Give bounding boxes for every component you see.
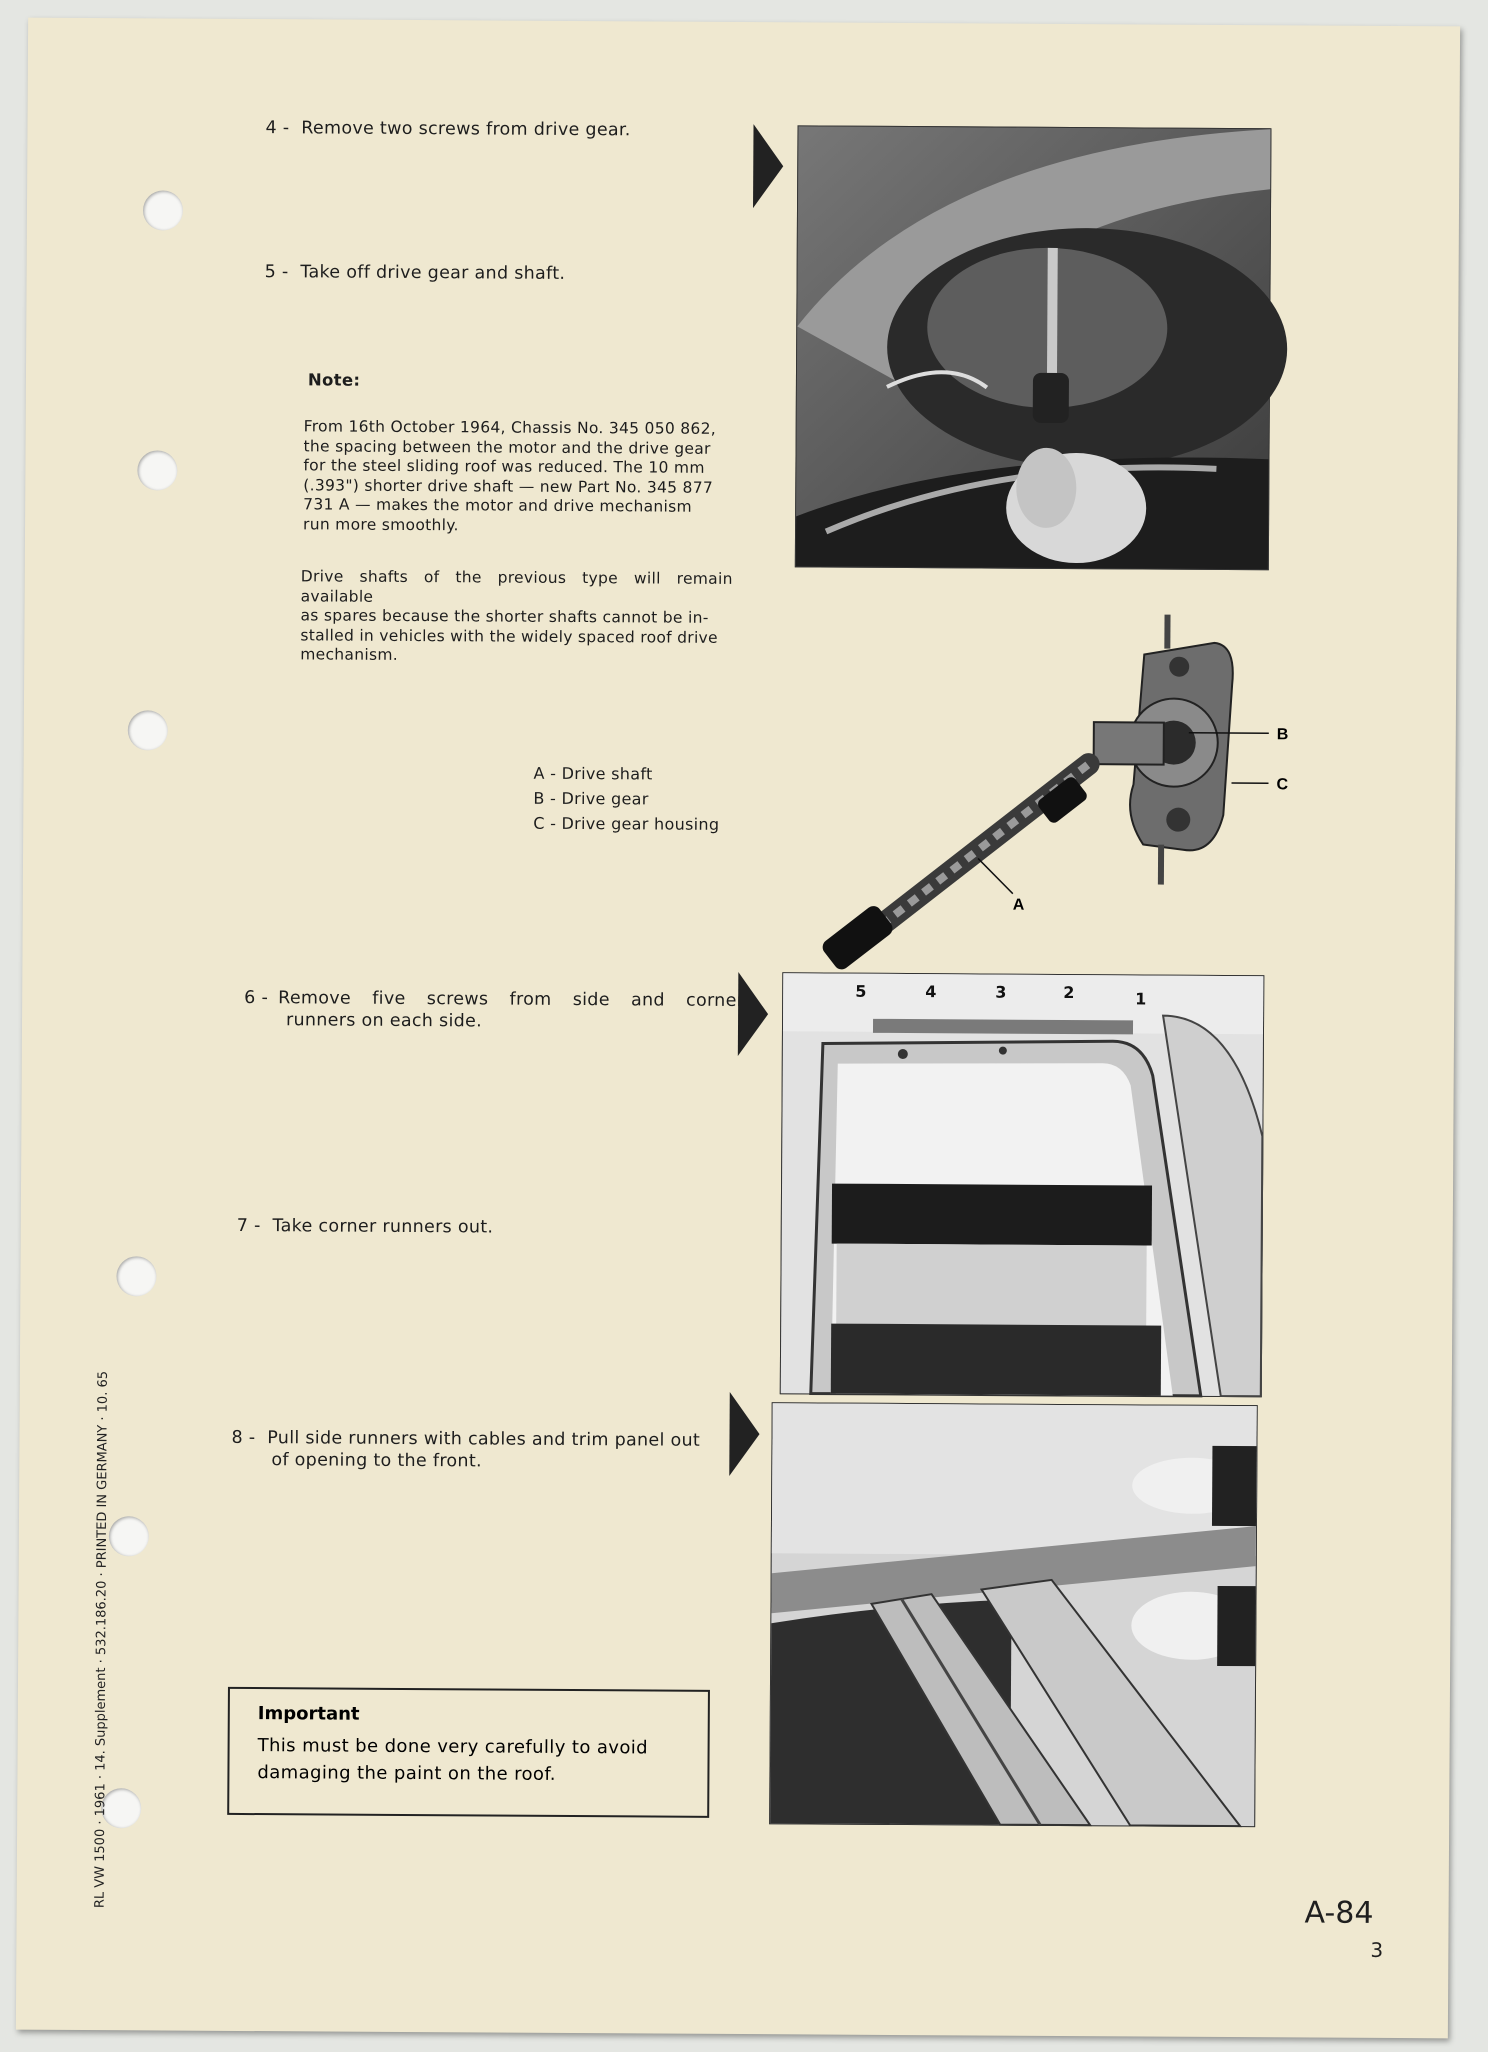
step-5 <box>265 261 566 285</box>
step-4 <box>265 117 630 141</box>
important-line-1: This must be done very carefully to avoid <box>257 1735 649 1759</box>
note-line: mechanism. <box>300 645 399 664</box>
step-5-text: Take off drive gear and shaft. <box>300 262 566 284</box>
diagram-label-c: C <box>1276 776 1289 794</box>
page-id: A-84 <box>1304 1895 1374 1931</box>
photo-pull-side-runners <box>769 1402 1258 1827</box>
runner-label-4: 4 <box>925 982 937 1002</box>
step-5-number: 5 - <box>264 262 289 283</box>
photo-side-corner-runners <box>780 972 1265 1397</box>
diagram-legend <box>533 761 720 837</box>
note-paragraph-2 <box>300 567 733 667</box>
note-line: Drive shafts of the previous type will remain available <box>300 567 733 606</box>
runner-label-2: 2 <box>1063 982 1075 1003</box>
step-4-number: 4 - <box>265 118 290 139</box>
step-6-number: 6 - <box>244 987 269 1009</box>
runner-label-3: 3 <box>995 982 1007 1002</box>
binder-hole <box>116 1256 156 1296</box>
note-heading: Note: <box>307 370 361 390</box>
note-line: From 16th October 1964, Chassis No. 345 050 862, <box>303 417 717 438</box>
note-line: (.393") shorter drive shaft — new Part No. 345 877 <box>303 475 714 497</box>
print-reference: RL VW 1500 · 1961 · 14. Supplement · 532.186.20 · PRINTED IN GERMANY · 10. 65 <box>92 1370 111 1909</box>
binder-hole <box>109 1516 149 1556</box>
drive-shaft <box>819 762 1089 974</box>
step-4-text: Remove two screws from drive gear. <box>301 118 631 141</box>
runner-label-1: 1 <box>1135 989 1147 1009</box>
note-line: the spacing between the motor and the drive gear <box>303 436 711 458</box>
photo-4-illustration <box>770 1403 1257 1826</box>
document-page <box>16 18 1460 2039</box>
step-7-text: Take corner runners out. <box>272 1216 494 1238</box>
bleed-through <box>747 132 752 150</box>
step-8 <box>231 1427 751 1474</box>
legend-item-c: C - Drive gear housing <box>533 813 720 834</box>
note-line: stalled in vehicles with the widely spaced roof drive <box>300 625 718 647</box>
step-6 <box>244 987 744 1034</box>
binder-hole <box>128 710 168 750</box>
step-8-number: 8 - <box>231 1427 256 1449</box>
photo-1-illustration <box>796 126 1271 569</box>
diagram-label-a: A <box>1012 896 1025 914</box>
drive-gear-housing <box>1093 642 1233 850</box>
photo-3-illustration <box>781 973 1264 1396</box>
step-7 <box>237 1215 494 1239</box>
note-line: 731 A — makes the motor and drive mechanism <box>303 495 693 516</box>
runner-label-5: 5 <box>855 981 867 1001</box>
note-paragraph-1 <box>303 417 734 537</box>
important-line-2: damaging the paint on the roof. <box>257 1762 557 1785</box>
note-line: for the steel sliding roof was reduced. The 10 mm <box>303 456 705 477</box>
page-number: 3 <box>1370 1937 1384 1962</box>
important-title: Important <box>257 1703 360 1725</box>
arrow-pointer-icon <box>738 972 769 1056</box>
important-box <box>227 1687 710 1818</box>
drive-mechanism-diagram <box>802 612 1289 985</box>
diagram-label-b: B <box>1276 726 1289 744</box>
legend-item-b: B - Drive gear <box>533 788 649 809</box>
step-7-number: 7 - <box>236 1215 261 1237</box>
photo-drive-gear-screws <box>795 125 1272 570</box>
binder-hole <box>143 190 183 230</box>
arrow-pointer-icon <box>729 1392 760 1476</box>
binder-hole <box>137 450 177 490</box>
step-6-line-2: runners on each side. <box>285 1010 483 1032</box>
step-8-line-1: Pull side runners with cables and trim panel out <box>267 1428 701 1451</box>
step-6-line-1: Remove five screws from side and corner <box>278 988 745 1012</box>
arrow-pointer-icon <box>753 124 784 208</box>
legend-item-a: A - Drive shaft <box>533 763 653 784</box>
note-line: as spares because the shorter shafts cannot be in- <box>300 606 709 627</box>
step-8-line-2: of opening to the front. <box>271 1450 482 1472</box>
note-line: run more smoothly. <box>303 514 459 534</box>
